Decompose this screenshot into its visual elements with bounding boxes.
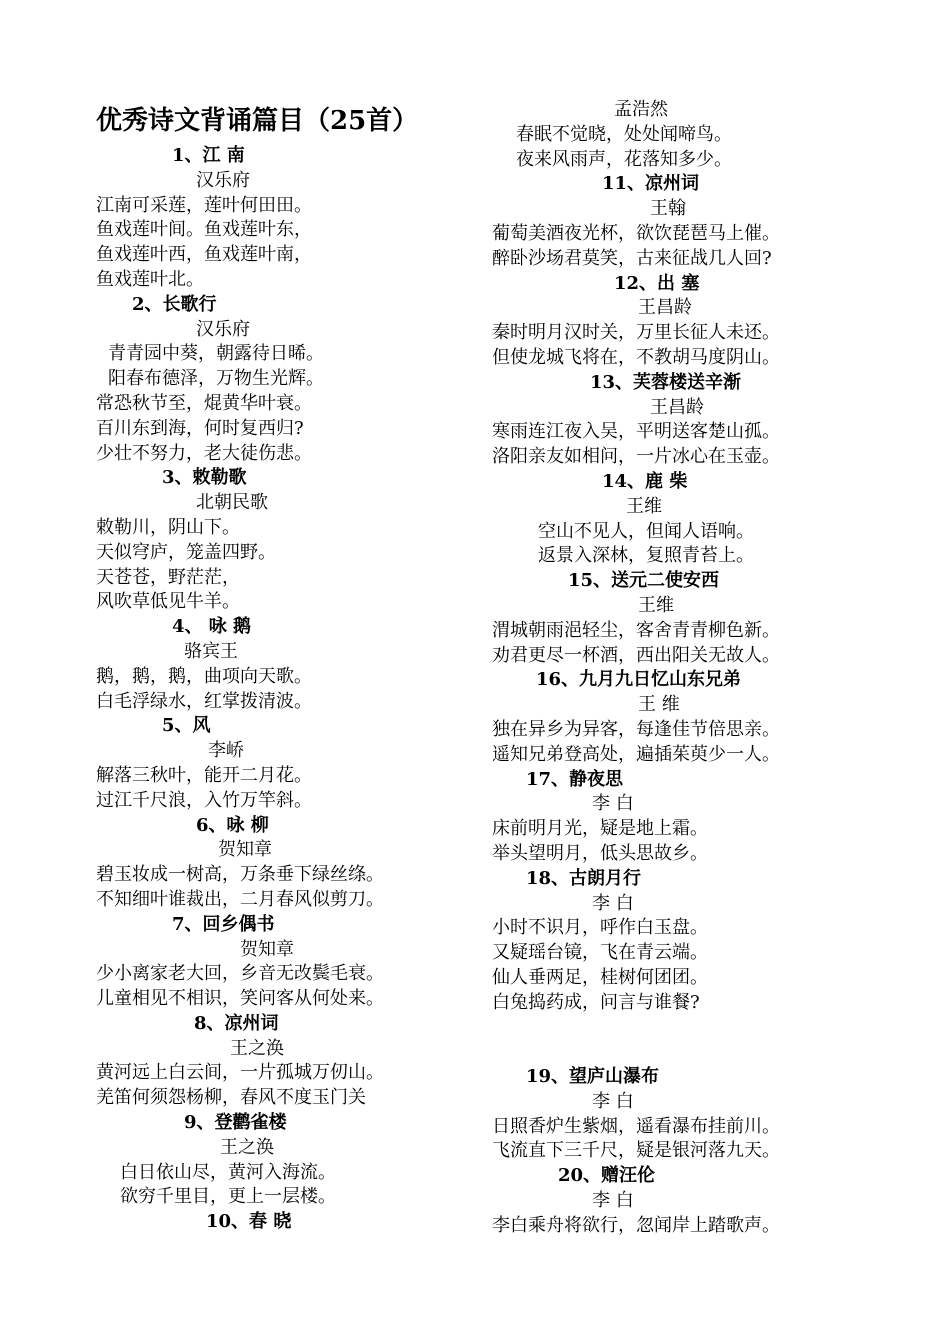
blank-line: [492, 1040, 852, 1065]
poem-verse: 寒雨连江夜入吴，平明送客楚山孤。: [492, 421, 780, 443]
poem-verse: 少壮不努力，老大徒伤悲。: [96, 442, 312, 464]
poem-verse: 鱼戏莲叶北。: [96, 268, 204, 290]
poem-author: 王昌龄: [650, 396, 704, 418]
poem-verse: 儿童相见不相识，笑问客从何处来。: [96, 988, 384, 1010]
poem-title: 11、凉州词: [602, 173, 700, 195]
poem-author: 孟浩然: [614, 99, 668, 120]
poem-title: 9、登鹳雀楼: [184, 1112, 287, 1134]
poem-author: 骆宾王: [184, 640, 238, 662]
poem-title: 20、赠汪伦: [558, 1165, 656, 1187]
poem-verse: 过江千尺浪，入竹万竿斜。: [96, 789, 312, 811]
poem-verse: 秦时明月汉时关，万里长征人未还。: [492, 322, 780, 344]
poem-verse: 仙人垂两足，桂树何团团。: [492, 966, 708, 988]
poem-verse: 日照香炉生紫烟，遥看瀑布挂前川。: [492, 1115, 780, 1137]
poem-verse: 白兔捣药成，问言与谁餐?: [492, 991, 700, 1013]
poem-verse: 春眠不觉晓，处处闻啼鸟。: [516, 123, 732, 145]
poem-verse: 洛阳亲友如相问，一片冰心在玉壶。: [492, 446, 780, 468]
poem-verse: 风吹草低见牛羊。: [96, 591, 240, 613]
poem-verse: 又疑瑶台镜，飞在青云端。: [492, 942, 708, 964]
poem-title: 1、江 南: [172, 145, 245, 166]
poem-title: 16、九月九日忆山东兄弟: [536, 669, 742, 691]
poem-title: 14、鹿 柴: [602, 470, 688, 492]
right-column: [492, 98, 852, 1239]
poem-verse: 欲穷千里目，更上一层楼。: [120, 1186, 336, 1208]
poem-verse: 遥知兄弟登高处，遍插茱萸少一人。: [492, 743, 780, 765]
poem-title: 10、春 晓: [206, 1211, 292, 1233]
poem-author: 李 白: [592, 892, 634, 914]
poem-verse: 劝君更尽一杯酒，西出阳关无故人。: [492, 644, 780, 666]
poem-verse: 小时不识月，呼作白玉盘。: [492, 917, 708, 939]
blank-line: [492, 1015, 852, 1040]
poem-verse: 黄河远上白云间，一片孤城万仞山。: [96, 1062, 384, 1084]
poem-verse: 飞流直下三千尺，疑是银河落九天。: [492, 1140, 780, 1162]
poem-verse: 李白乘舟将欲行，忽闻岸上踏歌声。: [492, 1214, 780, 1236]
poem-verse: 空山不见人，但闻人语响。: [538, 520, 754, 542]
poem-verse: 天似穹庐，笼盖四野。: [96, 541, 276, 563]
poem-verse: 不知细叶谁裁出，二月春风似剪刀。: [96, 888, 384, 910]
poem-verse: 天苍苍，野茫茫，: [96, 566, 240, 588]
poem-verse: 床前明月光，疑是地上霜。: [492, 818, 708, 840]
poem-verse: 解落三秋叶，能开二月花。: [96, 764, 312, 786]
poem-author: 王昌龄: [638, 297, 692, 319]
poem-title: 19、望庐山瀑布: [526, 1066, 660, 1088]
poem-title: 6、咏 柳: [196, 814, 269, 836]
poem-author: 王维: [626, 495, 662, 517]
poem-verse: 青青园中葵，朝露待日晞。: [108, 343, 324, 365]
poem-verse: 渭城朝雨浥轻尘，客舍青青柳色新。: [492, 619, 780, 641]
poem-author: 王之涣: [220, 1136, 274, 1158]
poem-author: 王翰: [650, 198, 686, 220]
poem-title: 2、长歌行: [132, 293, 217, 315]
poem-verse: 白毛浮绿水，红掌拨清波。: [96, 690, 312, 712]
left-column: [96, 98, 456, 1235]
poem-verse: 但使龙城飞将在，不教胡马度阴山。: [492, 346, 780, 368]
poem-verse: 葡萄美酒夜光杯，欲饮琵琶马上催。: [492, 222, 780, 244]
poem-verse: 鱼戏莲叶间。鱼戏莲叶东，: [96, 219, 312, 241]
document-title: 优秀诗文背诵篇目（25首）: [96, 106, 419, 136]
poem-verse: 独在异乡为异客，每逢佳节倍思亲。: [492, 718, 780, 740]
poem-verse: 白日依山尽，黄河入海流。: [120, 1161, 336, 1183]
poem-title: 18、古朗月行: [526, 867, 642, 889]
poem-author: 贺知章: [240, 938, 294, 960]
poem-verse: 鱼戏莲叶西，鱼戏莲叶南，: [96, 244, 312, 266]
poem-title: 17、静夜思: [526, 768, 624, 790]
left-column-lines: [96, 144, 456, 1235]
poem-author: 李 白: [592, 1090, 634, 1112]
poem-verse: 羌笛何须怨杨柳，春风不度玉门关: [96, 1087, 366, 1109]
poem-title: 5、风: [162, 715, 211, 737]
poem-author: 北朝民歌: [196, 492, 268, 514]
poem-author: 汉乐府: [196, 169, 250, 191]
poem-verse: 阳春布德泽，万物生光辉。: [108, 368, 324, 390]
poem-author: 王之涣: [230, 1037, 284, 1059]
poem-title: 15、送元二使安西: [568, 570, 720, 592]
poem-verse: 敕勒川，阴山下。: [96, 516, 240, 538]
poem-title: 8、凉州词: [194, 1012, 279, 1034]
poem-title: 3、敕勒歌: [162, 467, 247, 489]
poem-verse: 夜来风雨声，花落知多少。: [516, 148, 732, 170]
poem-verse: 醉卧沙场君莫笑，古来征战几人回?: [492, 247, 772, 269]
poem-title: 12、出 塞: [614, 272, 700, 294]
poem-verse: 百川东到海，何时复西归?: [96, 417, 304, 439]
poem-author: 李峤: [208, 740, 244, 762]
poem-verse: 举头望明月，低头思故乡。: [492, 842, 708, 864]
poem-author: 王 维: [638, 694, 680, 716]
poem-title: 4、 咏 鹅: [172, 616, 252, 638]
poem-author: 李 白: [592, 793, 634, 815]
poem-author: 李 白: [592, 1190, 634, 1212]
poem-title: 13、芙蓉楼送辛渐: [590, 371, 742, 393]
poem-verse: 江南可采莲，莲叶何田田。: [96, 194, 312, 216]
poem-verse: 碧玉妆成一树高，万条垂下绿丝绦。: [96, 864, 384, 886]
poem-verse: 少小离家老大回，乡音无改鬓毛衰。: [96, 963, 384, 985]
poem-author: 贺知章: [218, 839, 272, 861]
poem-author: 汉乐府: [196, 318, 250, 340]
poem-verse: 返景入深林，复照青苔上。: [538, 545, 754, 567]
poem-verse: 常恐秋节至，焜黄华叶衰。: [96, 392, 312, 414]
right-column-lines: [492, 98, 852, 1239]
poem-verse: 鹅，鹅，鹅，曲项向天歌。: [96, 665, 312, 687]
poem-title: 7、回乡偶书: [172, 913, 275, 935]
poem-author: 王维: [638, 594, 674, 616]
